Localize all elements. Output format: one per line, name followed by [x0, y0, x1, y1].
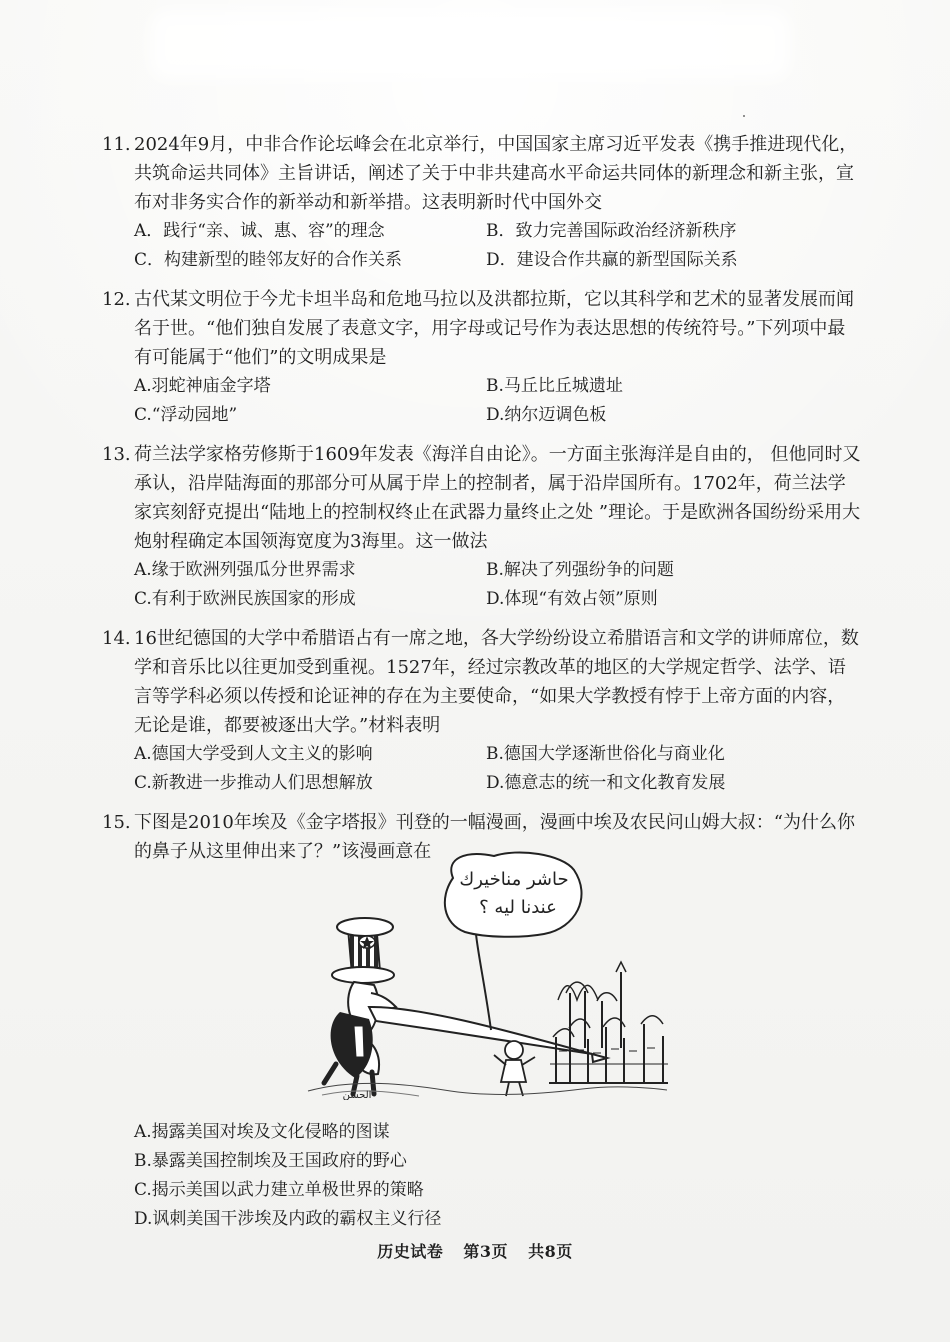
option-c: C.揭示美国以武力建立单极世界的策略 [134, 1180, 424, 1200]
speech-line-2: عندنا ليه ؟ [479, 897, 557, 918]
question-number: 11. [102, 134, 131, 155]
option-row [134, 585, 862, 614]
footer-subject: 历史试卷 [377, 1242, 444, 1261]
option-a: A.羽蛇神庙金字塔 [134, 376, 271, 396]
question-14 [102, 624, 862, 798]
question-12-options [134, 372, 862, 430]
option-b: B.德国大学逐渐世俗化与商业化 [486, 744, 725, 764]
question-13-options [134, 556, 862, 614]
uncle-sam-figure [324, 918, 607, 1094]
option-d: D．建设合作共赢的新型国际关系 [486, 250, 738, 270]
question-text: 荷兰法学家格劳修斯于1609年发表《海洋自由论》。一方面主张海洋是自由的， 但他同时又承认，沿岸陆海面的那部分可从属于岸上的控制者，属于沿岸国所有。1702年，荷兰法学家宾刻舒克提出“陆地上的控制权终止在武器力量终止之处 ”理论。于是欧洲各国纷纷采用大炮射程确定本国领海宽度为3海里。这一做法 [134, 444, 861, 552]
cartoon-illustration [270, 850, 690, 1100]
option-d: D.德意志的统一和文化教育发展 [486, 773, 726, 793]
cartoon-signature: الحسن [342, 1090, 372, 1100]
question-13 [102, 440, 862, 614]
option-a: A.德国大学受到人文主义的影响 [134, 744, 373, 764]
speech-line-1: حاشر مناخيرك [459, 869, 569, 890]
footer-page: 第3页 [463, 1242, 508, 1261]
question-13-stem [102, 440, 862, 556]
option-b: B.马丘比丘城遗址 [486, 376, 623, 396]
option-a: A.揭露美国对埃及文化侵略的图谋 [134, 1122, 390, 1142]
option-b: B.解决了列强纷争的问题 [486, 560, 674, 580]
question-text: 古代某文明位于今尤卡坦半岛和危地马拉以及洪都拉斯，它以其科学和艺术的显著发展而闻名于世。“他们独自发展了表意文字，用字母或记号作为表达思想的传统符号。”下列项中最有可能属于“他们”的文明成果是 [134, 289, 854, 368]
option-c: C.新教进一步推动人们思想解放 [134, 773, 373, 793]
option-row [134, 556, 862, 585]
question-text: 16世纪德国的大学中希腊语占有一席之地，各大学纷纷设立希腊语言和文学的讲师席位，数学和音乐比以往更加受到重视。1527年，经过宗教改革的地区的大学规定哲学、法学、语言等学科必须以传授和论证神的存在为主要使命，“如果大学教授有悖于上帝方面的内容，无论是谁，都要被逐出大学。”材料表明 [134, 628, 859, 736]
question-11-stem [102, 130, 862, 217]
question-11 [102, 130, 862, 275]
speech-bubble [445, 852, 582, 1030]
question-content [102, 130, 862, 876]
option-row [134, 401, 862, 430]
option-b: B．致力完善国际政治经济新秩序 [486, 221, 737, 241]
blurred-header-area [150, 10, 790, 80]
option-d: D.讽刺美国干涉埃及内政的霸权主义行径 [134, 1209, 442, 1229]
question-text: 2024年9月，中非合作论坛峰会在北京举行，中国国家主席习近平发表《携手推进现代化，共筑命运共同体》主旨讲话，阐述了关于中非共建高水平命运共同体的新理念和新主张，宣布对非务实合作的新举动和新举措。这表明新时代中国外交 [134, 134, 858, 213]
city-skyline [549, 962, 668, 1083]
option-d: D.体现“有效占领”原则 [486, 589, 658, 609]
question-14-options [134, 740, 862, 798]
footer-total: 共8页 [528, 1242, 573, 1261]
question-12-stem [102, 285, 862, 372]
question-number: 12. [102, 289, 131, 310]
option-row [134, 372, 862, 401]
page-footer [0, 1239, 950, 1262]
option-row [134, 769, 862, 798]
option-c: C.有利于欧洲民族国家的形成 [134, 589, 356, 609]
scan-dot [743, 115, 745, 117]
option-a: A.缘于欧洲列强瓜分世界需求 [134, 560, 356, 580]
option-row [134, 246, 862, 275]
question-14-stem [102, 624, 862, 740]
option-c: C.“浮动园地” [134, 405, 238, 425]
egyptian-farmer [494, 1041, 535, 1096]
option-c: C．构建新型的睦邻友好的合作关系 [134, 250, 403, 270]
option-a: A．践行“亲、诚、惠、容”的理念 [134, 221, 385, 241]
editorial-cartoon [270, 850, 690, 1100]
option-row [134, 740, 862, 769]
question-11-options [134, 217, 862, 275]
question-number: 14. [102, 628, 131, 649]
question-15-options-area [102, 1118, 862, 1234]
question-12 [102, 285, 862, 430]
question-number: 13. [102, 444, 131, 465]
question-text: 下图是2010年埃及《金字塔报》刊登的一幅漫画，漫画中埃及农民问山姆大叔：“为什么你的鼻子从这里伸出来了？”该漫画意在 [134, 812, 856, 862]
question-number: 15. [102, 812, 131, 833]
option-d: D.纳尔迈调色板 [486, 405, 607, 425]
option-b: B.暴露美国控制埃及王国政府的野心 [134, 1151, 407, 1171]
option-row [134, 217, 862, 246]
